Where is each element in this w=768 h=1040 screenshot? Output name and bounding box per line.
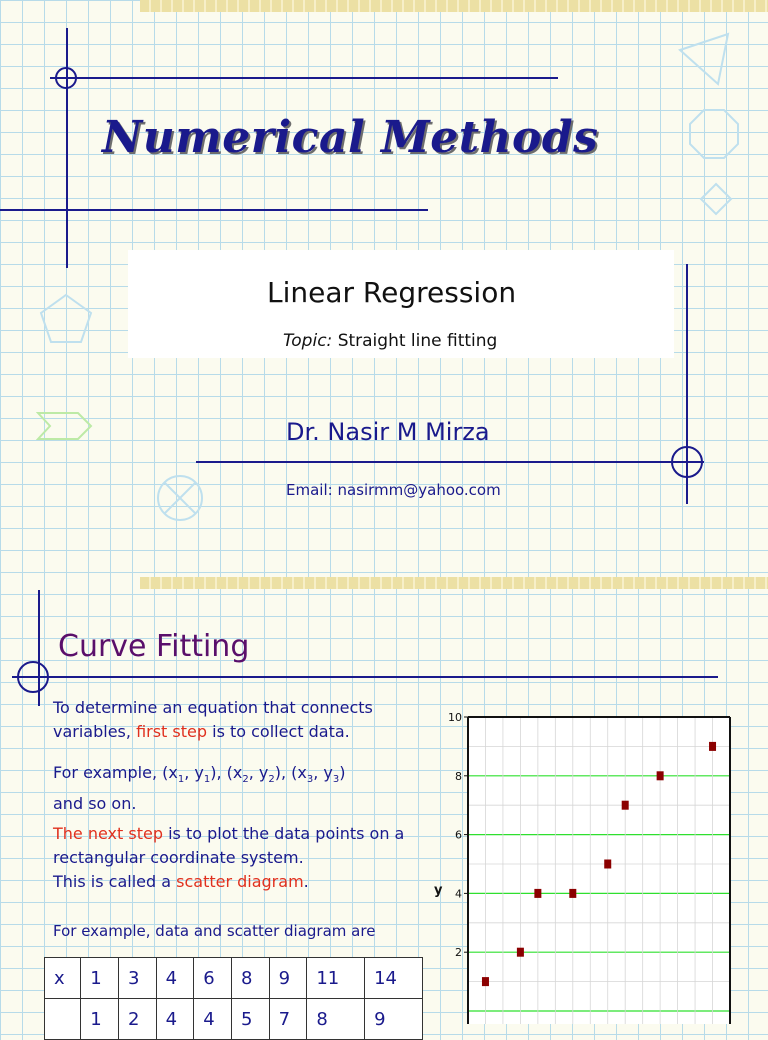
subscript: 1 bbox=[177, 774, 185, 786]
subscript: 3 bbox=[332, 774, 340, 786]
slide-title: Curve Fitting bbox=[58, 629, 250, 664]
triangle-icon bbox=[676, 30, 732, 88]
text: is to plot the data points on a rectangular coordinate system. bbox=[53, 824, 405, 867]
table-cell bbox=[45, 999, 81, 1040]
table-cell: 1 bbox=[81, 958, 119, 999]
paragraph-collect-data bbox=[53, 696, 423, 744]
subscript: 3 bbox=[306, 774, 314, 786]
text: and so on. bbox=[53, 794, 137, 814]
top-stripe bbox=[140, 577, 768, 589]
pentagon-icon bbox=[38, 292, 94, 346]
data-point bbox=[517, 948, 524, 957]
y-tick-label: 6 bbox=[455, 828, 462, 842]
topic-line bbox=[283, 331, 497, 351]
text: ), (x bbox=[274, 763, 307, 782]
text: , y bbox=[184, 763, 204, 782]
octagon-icon bbox=[688, 108, 740, 160]
text: To determine an equation that connects variables, bbox=[53, 698, 373, 741]
table-cell: 11 bbox=[307, 958, 365, 999]
text: , y bbox=[248, 763, 269, 782]
table-cell: 4 bbox=[156, 958, 194, 999]
data-point bbox=[569, 889, 576, 898]
table-cell: 5 bbox=[231, 999, 269, 1040]
text: ), (x bbox=[210, 763, 243, 782]
highlight-text: scatter diagram bbox=[176, 872, 304, 891]
table-cell: 4 bbox=[156, 999, 194, 1040]
crosshair-icon bbox=[16, 660, 50, 694]
crossed-circle-icon bbox=[154, 472, 206, 524]
table-cell: 9 bbox=[269, 958, 307, 999]
y-tick-label: 2 bbox=[455, 946, 462, 960]
paragraph-example-points bbox=[53, 761, 423, 816]
text: . bbox=[303, 872, 309, 891]
chevron-arrow-icon bbox=[36, 410, 94, 442]
main-title: Numerical Methods bbox=[102, 112, 599, 163]
y-tick-label: 4 bbox=[455, 887, 462, 901]
topic-label: Topic: bbox=[283, 331, 333, 351]
text: This is called a bbox=[53, 872, 177, 891]
table-cell: 8 bbox=[231, 958, 269, 999]
text: For example, (x bbox=[53, 763, 178, 782]
data-point bbox=[709, 742, 716, 751]
top-stripe bbox=[140, 0, 768, 12]
y-tick-label: 8 bbox=[455, 769, 462, 783]
data-point bbox=[534, 889, 541, 898]
data-point bbox=[604, 860, 611, 869]
author-name: Dr. Nasir M Mirza bbox=[286, 418, 490, 446]
frame-line bbox=[196, 461, 704, 463]
table-cell: 14 bbox=[365, 958, 423, 999]
subscript: 2 bbox=[242, 774, 249, 786]
scatter-chart bbox=[426, 705, 768, 1024]
data-point bbox=[482, 977, 489, 986]
table-cell: 4 bbox=[194, 999, 232, 1040]
table-cell: 1 bbox=[81, 999, 119, 1040]
table-cell: x bbox=[45, 958, 81, 999]
subtitle: Linear Regression bbox=[267, 276, 517, 309]
table-cell: 3 bbox=[118, 958, 156, 999]
paragraph-example-data: For example, data and scatter diagram are bbox=[53, 922, 376, 940]
subscript: 1 bbox=[203, 774, 211, 786]
paragraph-next-step bbox=[53, 822, 423, 894]
highlight-text: The next step bbox=[53, 824, 163, 843]
table-cell: 9 bbox=[365, 999, 423, 1040]
y-axis-label: y bbox=[434, 883, 443, 898]
data-point bbox=[622, 801, 629, 810]
text: ) bbox=[339, 763, 346, 782]
crosshair-icon bbox=[54, 66, 78, 90]
y-tick-label: 10 bbox=[448, 711, 462, 724]
frame-line bbox=[66, 28, 68, 268]
text: , y bbox=[313, 763, 333, 782]
subscript: 2 bbox=[268, 774, 275, 786]
frame-line bbox=[50, 77, 558, 79]
table-cell: 7 bbox=[269, 999, 307, 1040]
text: is to collect data. bbox=[207, 722, 350, 741]
table-cell: 2 bbox=[118, 999, 156, 1040]
diamond-icon bbox=[699, 182, 733, 216]
plot-area bbox=[468, 717, 730, 1024]
table-row bbox=[45, 999, 423, 1040]
table-cell: 6 bbox=[194, 958, 232, 999]
frame-line bbox=[12, 676, 718, 678]
email-text: Email: nasirmm@yahoo.com bbox=[286, 481, 501, 499]
highlight-text: first step bbox=[136, 722, 208, 741]
data-point bbox=[657, 771, 664, 780]
table-row bbox=[45, 958, 423, 999]
table-cell: 8 bbox=[307, 999, 365, 1040]
topic-text: Straight line fitting bbox=[337, 331, 498, 351]
data-table bbox=[44, 957, 423, 1040]
crosshair-icon bbox=[670, 445, 704, 479]
frame-line bbox=[0, 209, 428, 211]
